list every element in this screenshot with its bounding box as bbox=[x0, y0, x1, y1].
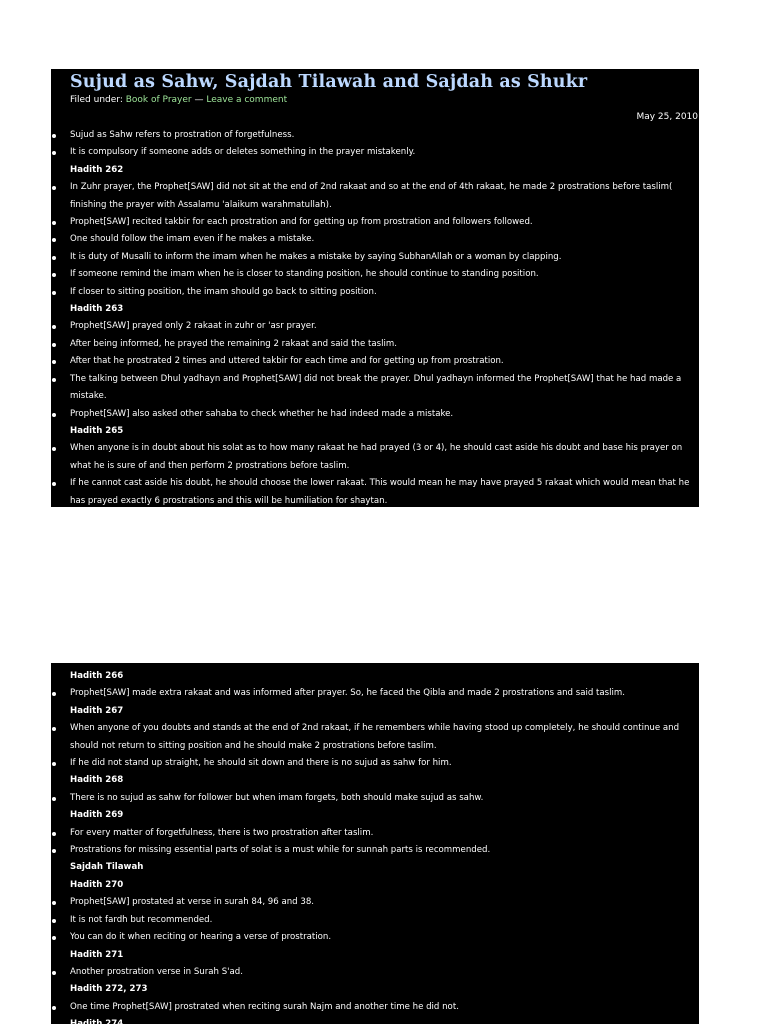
list-item: It is not fardh but recommended. bbox=[51, 912, 699, 929]
list-item: Prophet[SAW] prayed only 2 rakaat in zuhr or 'asr prayer. bbox=[51, 318, 699, 335]
list-item: In Zuhr prayer, the Prophet[SAW] did not sit at the end of 2nd rakaat and so at the end of 4th rakaat, he made 2 prostrations before taslim( finishing the prayer with Assalamu 'alaikum warahmatullah). bbox=[51, 179, 699, 214]
list-item: When anyone of you doubts and stands at the end of 2nd rakaat, if he remembers while having stood up completely, he should continue and should not return to sitting position and he should make 2 prostrations before taslim. bbox=[51, 720, 699, 755]
list-item: If closer to sitting position, the imam should go back to sitting position. bbox=[51, 284, 699, 301]
list-item: You can do it when reciting or hearing a verse of prostration. bbox=[51, 929, 699, 946]
list-item: One time Prophet[SAW] prostrated when reciting surah Najm and another time he did not. bbox=[51, 999, 699, 1016]
category-link[interactable]: Book of Prayer bbox=[125, 95, 192, 105]
leave-comment-link[interactable]: Leave a comment bbox=[206, 95, 288, 105]
section-heading: Hadith 269 bbox=[70, 810, 124, 821]
post-title: Sujud as Sahw, Sajdah Tilawah and Sajdah as Shukr bbox=[70, 72, 588, 92]
list-item: There is no sujud as sahw for follower but when imam forgets, both should make sujud as sahw. bbox=[51, 790, 699, 807]
post-date: May 25, 2010 bbox=[636, 112, 698, 122]
section-heading: Hadith 267 bbox=[70, 705, 124, 716]
list-item: Prophet[SAW] prostated at verse in surah 84, 96 and 38. bbox=[51, 894, 699, 911]
post-meta bbox=[51, 94, 699, 106]
section-heading: Sajdah Tilawah bbox=[70, 862, 144, 873]
list-item: It is compulsory if someone adds or deletes something in the prayer mistakenly. bbox=[51, 144, 699, 161]
article-block-top bbox=[51, 69, 699, 507]
section-heading: Hadith 272, 273 bbox=[70, 984, 148, 995]
list-item: When anyone is in doubt about his solat as to how many rakaat he had prayed (3 or 4), he should cast aside his doubt and base his prayer on what he is sure of and then perform 2 prostrations before taslim. bbox=[51, 440, 699, 475]
list-item: Another prostration verse in Surah S'ad. bbox=[51, 964, 699, 981]
list-item: After that he prostrated 2 times and uttered takbir for each time and for getting up from prostration. bbox=[51, 353, 699, 370]
section-heading: Hadith 274 bbox=[70, 1019, 124, 1030]
list-item: One should follow the imam even if he makes a mistake. bbox=[51, 231, 699, 248]
section-heading: Hadith 271 bbox=[70, 949, 124, 960]
list-item: Prophet[SAW] made extra rakaat and was informed after prayer. So, he faced the Qibla and made 2 prostrations and said taslim. bbox=[51, 685, 699, 702]
list-item: Prophet[SAW] also asked other sahaba to check whether he had indeed made a mistake. bbox=[51, 406, 699, 423]
list-item: The talking between Dhul yadhayn and Prophet[SAW] did not break the prayer. Dhul yadhayn informed the Prophet[SAW] that he had made a mistake. bbox=[51, 371, 699, 406]
section-heading: Hadith 266 bbox=[70, 671, 124, 681]
section-heading: Hadith 265 bbox=[70, 425, 124, 436]
list-item: Prostrations for missing essential parts of solat is a must while for sunnah parts is recommended. bbox=[51, 842, 699, 859]
list-item: After being informed, he prayed the remaining 2 rakaat and said the taslim. bbox=[51, 336, 699, 353]
list-item: If he did not stand up straight, he should sit down and there is no sujud as sahw for him. bbox=[51, 755, 699, 772]
article-block-bottom bbox=[51, 663, 699, 1030]
list-item: For every matter of forgetfulness, there is two prostration after taslim. bbox=[51, 825, 699, 842]
section-heading: Hadith 262 bbox=[70, 164, 124, 175]
list-item: If he cannot cast aside his doubt, he should choose the lower rakaat. This would mean he may have prayed 5 rakaat which would mean that he has prayed exactly 6 prostrations and this will be humiliation for shaytan. bbox=[51, 475, 699, 510]
list-item: Prophet[SAW] recited takbir for each prostration and for getting up from prostration and followers followed. bbox=[51, 214, 699, 231]
meta-separator: — bbox=[194, 95, 204, 105]
content-list-bottom bbox=[51, 663, 699, 1034]
section-heading: Hadith 263 bbox=[70, 304, 124, 315]
list-item: Sujud as Sahw refers to prostration of forgetfulness. bbox=[51, 127, 699, 144]
section-heading: Hadith 270 bbox=[70, 879, 124, 890]
content-list-top bbox=[51, 127, 699, 510]
section-heading: Hadith 268 bbox=[70, 775, 124, 786]
list-item: It is duty of Musalli to inform the imam when he makes a mistake by saying SubhanAllah or a woman by clapping. bbox=[51, 249, 699, 266]
list-item: If someone remind the imam when he is closer to standing position, he should continue to standing position. bbox=[51, 266, 699, 283]
filed-under-label: Filed under: bbox=[70, 95, 123, 105]
